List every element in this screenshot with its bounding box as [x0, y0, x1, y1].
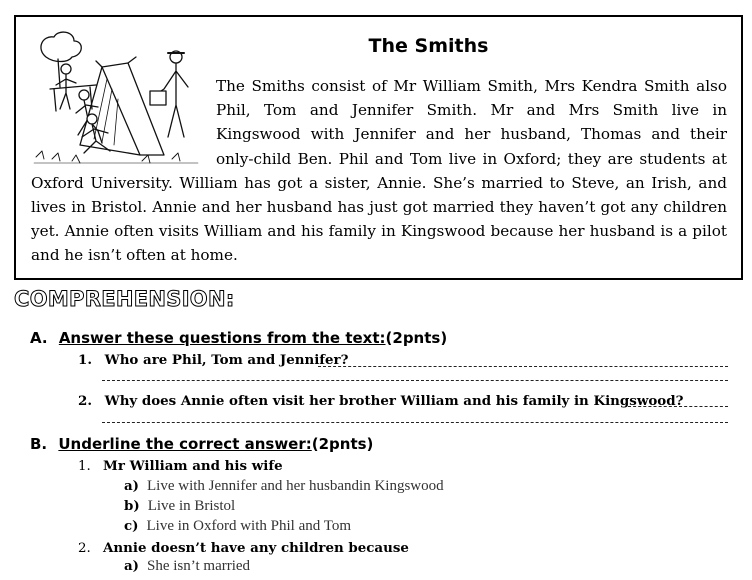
item-b2-num: 2. [78, 541, 91, 556]
option-b1-b-letter: b) [124, 498, 140, 514]
option-b1-b-text: Live in Bristol [147, 498, 236, 514]
section-a-title [30, 329, 447, 347]
question-a2-text: Why does Annie often visit her brother William and his family in Kingswood? [104, 393, 684, 409]
section-a-letter: A. [30, 329, 48, 347]
option-b1-a-text: Live with Jennifer and her husbandin Kingswood [147, 478, 444, 494]
question-a1-text: Who are Phil, Tom and Jennifer? [104, 352, 349, 368]
section-b-instruction: Underline the correct answer: [58, 435, 312, 453]
item-b2 [78, 540, 409, 556]
story-title: The Smiths [368, 35, 489, 57]
item-b1-num: 1. [78, 459, 91, 474]
comprehension-heading: COMPREHENSION: [14, 287, 235, 311]
item-b1 [78, 458, 283, 474]
item-b1-text: Mr William and his wife [103, 458, 283, 474]
question-a2-num: 2. [78, 393, 92, 409]
section-b-letter: B. [30, 435, 48, 453]
section-a-points: (2pnts) [385, 329, 448, 347]
illustration-spacer [31, 74, 216, 170]
option-b2-a-letter: a) [124, 558, 140, 574]
option-b1-a-letter: a) [124, 478, 140, 494]
section-a-instruction: Answer these questions from the text: [58, 329, 386, 347]
option-b1-c-letter: c) [124, 518, 139, 534]
answer-line-a2-2[interactable] [102, 422, 728, 423]
option-b2-a-text: She isn’t married [147, 558, 251, 574]
answer-line-a1-2[interactable] [102, 380, 728, 381]
item-b2-text: Annie doesn’t have any children because [103, 540, 409, 556]
option-b1-c-text: Live in Oxford with Phil and Tom [146, 518, 351, 534]
question-a1-num: 1. [78, 352, 92, 368]
option-b1-b[interactable] [124, 498, 235, 515]
option-b1-a[interactable] [124, 478, 444, 495]
option-b1-c[interactable] [124, 518, 351, 535]
section-b-title [30, 435, 373, 453]
option-b2-a[interactable] [124, 558, 250, 575]
story-box [14, 15, 743, 280]
answer-line-a1-1[interactable] [318, 366, 728, 367]
section-b-points: (2pnts) [311, 435, 374, 453]
story-text-block [31, 74, 727, 268]
answer-line-a2-1[interactable] [628, 406, 728, 407]
story-paragraph: The Smiths consist of Mr William Smith, Mrs Kendra Smith also Phil, Tom and Jennifer Smith. Mr and Mrs Smith live in Kingswood with Jennifer and her husband, Thomas and their only-child Ben. Phil and Tom live in Oxford; they are students at Oxford University. William has got a sister, Annie. She’s married to Steve, an Irish, and lives in Bristol. Annie and her husband has just got married they haven’t got any children yet. Annie often visits William and his family in Kingswood because her husband is a pilot and he isn’t often at home. [31, 77, 727, 265]
